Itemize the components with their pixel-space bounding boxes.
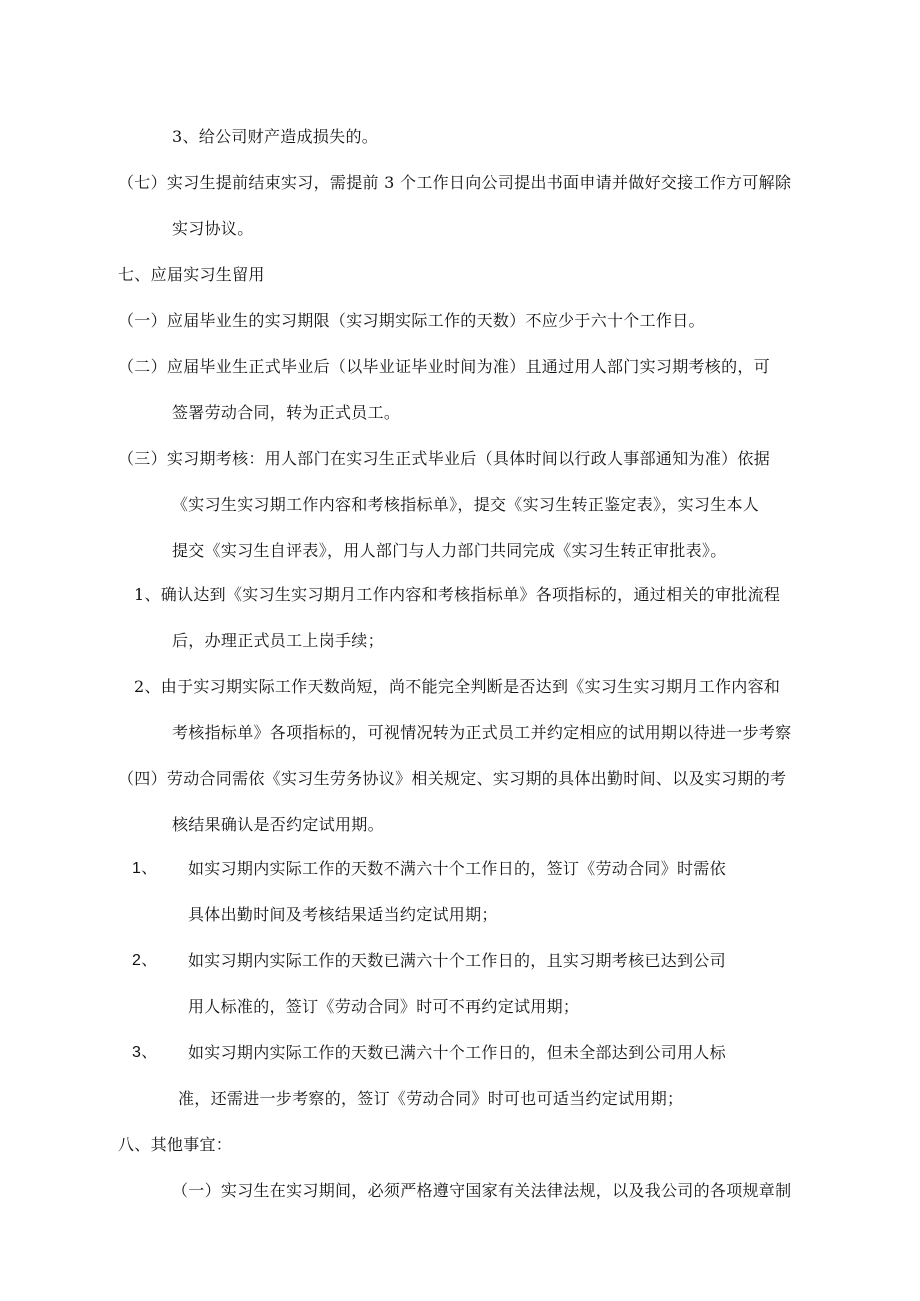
text-line: 用人标准的，签订《劳动合同》时可不再约定试用期； [188, 997, 580, 1016]
text-line: 具体出勤时间及考核结果适当约定试用期； [188, 905, 498, 924]
text-line: 2、由于实习期实际工作天数尚短，尚不能完全判断是否达到《实习生实习期月工作内容和 [134, 677, 781, 696]
section-heading: 八、其他事宜： [118, 1135, 233, 1154]
text-line: （一）应届毕业生的实习期限（实习期实际工作的天数）不应少于六十个工作日。 [118, 311, 705, 330]
text-line: （二）应届毕业生正式毕业后（以毕业证毕业时间为准）且通过用人部门实习期考核的，可 [118, 357, 771, 376]
text-line: 核结果确认是否约定试用期。 [172, 815, 384, 834]
text-line: （七）实习生提前结束实习，需提前 3 个工作日向公司提出书面申请并做好交接工作方可解除 [118, 173, 792, 192]
text-line: 实习协议。 [172, 219, 254, 238]
text-line: 签署劳动合同，转为正式员工。 [172, 403, 401, 422]
list-number: 2、 [132, 952, 158, 969]
text-line: 《实习生实习期工作内容和考核指标单》，提交《实习生转正鉴定表》，实习生本人 [172, 495, 760, 514]
text-line: （四）劳动合同需依《实习生劳务协议》相关规定、实习期的具体出勤时间、以及实习期的考 [118, 769, 787, 788]
text-line: 准，还需进一步考察的，签订《劳动合同》时可也可适当约定试用期； [178, 1089, 684, 1108]
text-line: 如实习期内实际工作的天数已满六十个工作日的，但未全部达到公司用人标 [188, 1043, 726, 1062]
text-line: 3、给公司财产造成损失的。 [172, 127, 379, 146]
text-line: 后，办理正式员工上岗手续； [172, 631, 384, 650]
section-heading: 七、应届实习生留用 [118, 265, 265, 284]
text-line: （三）实习期考核：用人部门在实习生正式毕业后（具体时间以行政人事部通知为准）依据 [118, 449, 771, 468]
text-line: 1、确认达到《实习生实习期月工作内容和考核指标单》各项指标的，通过相关的审批流程 [134, 585, 781, 604]
text-line: 如实习期内实际工作的天数不满六十个工作日的，签订《劳动合同》时需依 [188, 859, 726, 878]
text-line: （一）实习生在实习期间，必须严格遵守国家有关法律法规，以及我公司的各项规章制 [172, 1181, 792, 1200]
text-line: 考核指标单》各项指标的，可视情况转为正式员工并约定相应的试用期以待进一步考察 [172, 723, 792, 742]
list-number: 1、 [132, 860, 158, 877]
text-line: 提交《实习生自评表》，用人部门与人力部门共同完成《实习生转正审批表》。 [172, 541, 727, 560]
list-number: 3、 [132, 1044, 158, 1061]
text-line: 如实习期内实际工作的天数已满六十个工作日的，且实习期考核已达到公司 [188, 951, 726, 970]
